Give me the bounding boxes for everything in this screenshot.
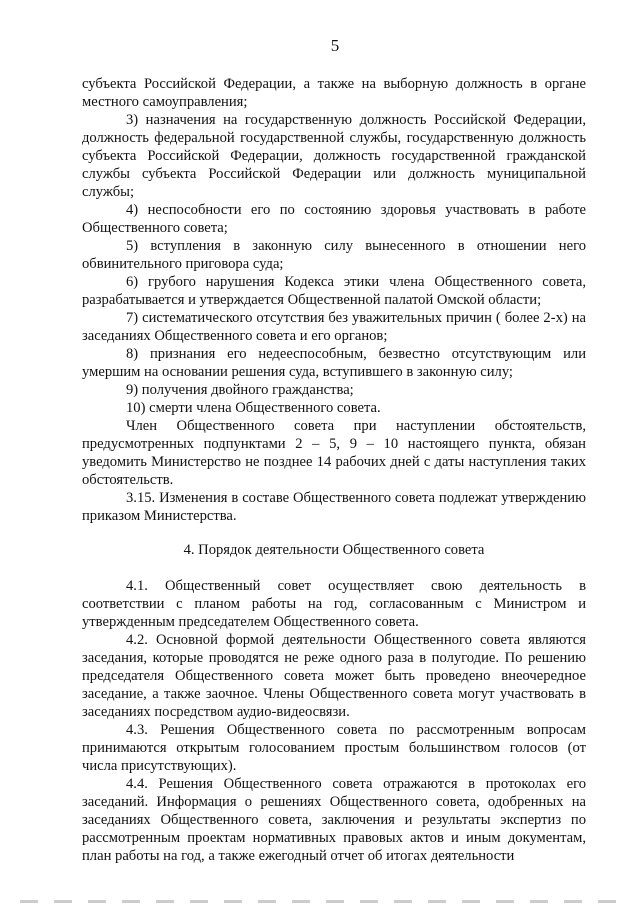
paragraph: субъекта Российской Федерации, а также на выборную должность в органе местного самоуправления; (82, 76, 586, 110)
section-heading: 4. Порядок деятельности Общественного совета (183, 542, 485, 558)
paragraph: 3.15. Изменения в составе Общественного совета подлежат утверждению приказом Министерства. (82, 490, 586, 524)
paragraph: 4.1. Общественный совет осуществляет свою деятельность в соответствии с планом работы на год, согласованным с Министром и утвержденным председателем Общественного совета. (82, 578, 586, 630)
page-number: 5 (330, 36, 340, 55)
scan-edge-artifact (20, 900, 620, 903)
paragraph: Член Общественного совета при наступлении обстоятельств, предусмотренных подпунктами 2 – 5, 9 – 10 настоящего пункта, обязан уведомить Министерство не позднее 14 рабочих дней с даты наступления таких обстоятельств. (82, 418, 586, 488)
paragraph: 6) грубого нарушения Кодекса этики члена Общественного совета, разрабатывается и утверждается Общественной палатой Омской области; (82, 274, 586, 308)
section-3-paragraphs (82, 75, 586, 525)
paragraph: 3) назначения на государственную должность Российской Федерации, должность федеральной государственной службы, государственную должность субъекта Российской Федерации, должность государственной гражданской службы субъекта Российской Федерации или должность муниципальной службы; (82, 112, 586, 200)
paragraph: 9) получения двойного гражданства; (126, 382, 354, 398)
paragraph: 7) систематического отсутствия без уважительных причин ( более 2-х) на заседаниях Общественного совета и его органов; (82, 310, 586, 344)
paragraph: 10) смерти члена Общественного совета. (126, 400, 381, 416)
paragraph: 5) вступления в законную силу вынесенного в отношении него обвинительного приговора суда; (82, 238, 586, 272)
paragraph: 4.3. Решения Общественного совета по рассмотренным вопросам принимаются открытым голосованием простым большинством голосов (от числа присутствующих). (82, 722, 586, 774)
document-body (82, 75, 586, 865)
paragraph: 4.4. Решения Общественного совета отражаются в протоколах его заседаний. Информация о решениях Общественного совета, одобренных на заседаниях Общественного совета, заключения и результаты экспертиз по рассмотренным проектам нормативных правовых актов и иным документам, план работы на год, а также ежегодный отчет об итогах деятельности (82, 776, 586, 864)
paragraph: 8) признания его недееспособным, безвестно отсутствующим или умершим на основании решения суда, вступившего в законную силу; (82, 346, 586, 380)
paragraph: 4.2. Основной формой деятельности Общественного совета являются заседания, которые проводятся не реже одного раза в полугодие. По решению председателя Общественного совета может быть проведено внеочередное заседание, а также заочное. Члены Общественного совета могут участвовать в заседаниях посредством аудио-видеосвязи. (82, 632, 586, 720)
paragraph: 4) неспособности его по состоянию здоровья участвовать в работе Общественного совета; (82, 202, 586, 236)
section-4-paragraphs (82, 577, 586, 865)
